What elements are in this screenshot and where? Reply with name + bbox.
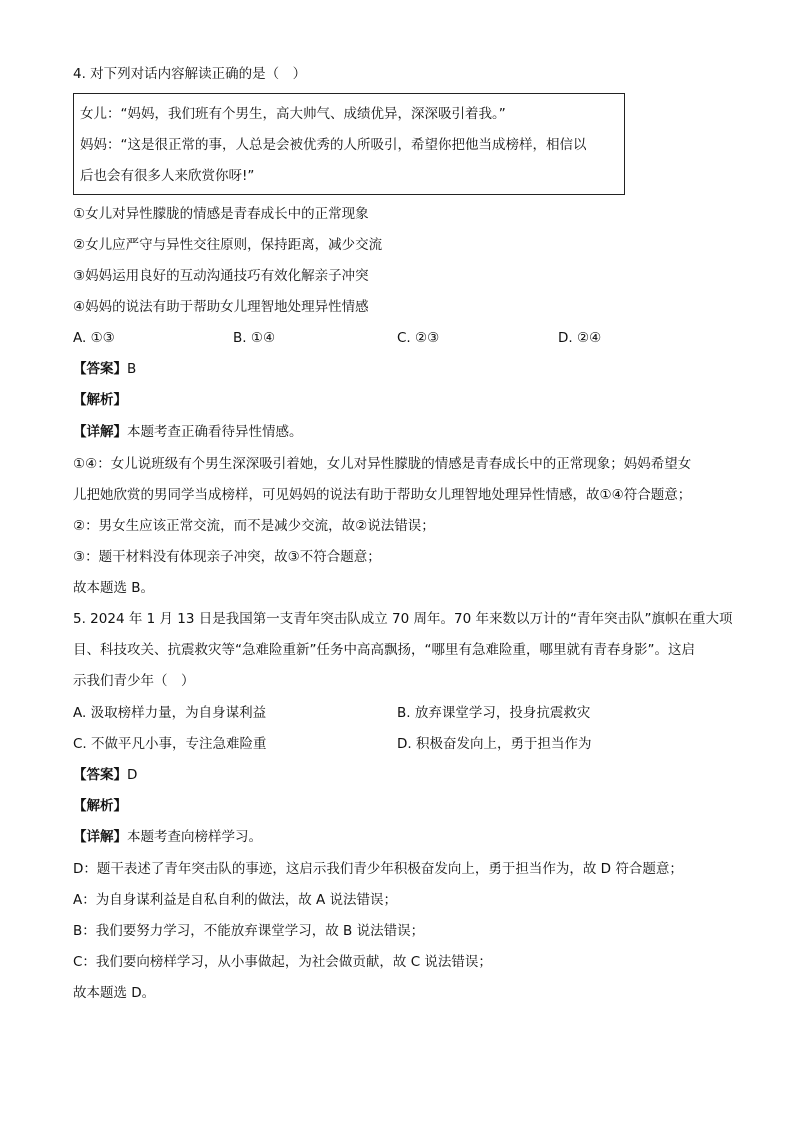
q4-option-c: C. ②③ (397, 330, 440, 346)
q4-dialog-line-2: 妈妈：“这是很正常的事，人总是会被优秀的人所吸引，希望你把他当成榜样，相信以 (80, 137, 587, 153)
q5-explanation-4: C：我们要向榜样学习，从小事做起，为社会做贡献，故 C 说法错误； (73, 954, 492, 970)
q4-statement-2: ②女儿应严守与异性交往原则，保持距离，减少交流 (73, 237, 383, 253)
q4-statement-3: ③妈妈运用良好的互动沟通技巧有效化解亲子冲突 (73, 268, 369, 284)
q4-detail-tag: 【详解】 (73, 424, 127, 440)
q4-detail-intro: 本题考查正确看待异性情感。 (127, 424, 303, 440)
q4-explanation-2: 儿把她欣赏的男同学当成榜样，可见妈妈的说法有助于帮助女儿理智地处理异性情感，故①④符合题意； (73, 487, 692, 503)
q5-option-d: D. 积极奋发向上，勇于担当作为 (397, 736, 592, 752)
q4-dialog-line-1: 女儿：“妈妈，我们班有个男生，高大帅气、成绩优异，深深吸引着我。” (80, 106, 506, 122)
q5-stem-line-1: 5. 2024 年 1 月 13 日是我国第一支青年突击队成立 70 周年。70 年来数以万计的“青年突击队”旗帜在重大项 (73, 611, 733, 627)
q5-explanation-3: B：我们要努力学习，不能放弃课堂学习，故 B 说法错误； (73, 923, 425, 939)
q4-answer (73, 360, 136, 378)
q4-explanation-5: 故本题选 B。 (73, 580, 155, 596)
q4-option-b: B. ①④ (233, 330, 276, 346)
q4-option-a: A. ①③ (73, 330, 115, 346)
q5-explanation-2: A：为自身谋利益是自私自利的做法，故 A 说法错误； (73, 892, 398, 908)
q5-option-c: C. 不做平凡小事，专注急难险重 (73, 736, 267, 752)
q4-statement-4: ④妈妈的说法有助于帮助女儿理智地处理异性情感 (73, 299, 369, 315)
q4-detail (73, 423, 303, 441)
q5-option-b: B. 放弃课堂学习，投身抗震救灾 (397, 705, 591, 721)
q5-answer (73, 766, 137, 784)
q5-option-a: A. 汲取榜样力量，为自身谋利益 (73, 705, 267, 721)
q4-explanation-4: ③：题干材料没有体现亲子冲突，故③不符合题意； (73, 549, 381, 565)
q5-detail-tag: 【详解】 (73, 829, 127, 845)
q4-analysis-tag: 【解析】 (73, 392, 127, 408)
q4-answer-tag: 【答案】 (73, 361, 127, 377)
q5-detail (73, 828, 262, 846)
q5-detail-intro: 本题考查向榜样学习。 (127, 829, 262, 845)
q5-stem-line-2: 目、科技攻关、抗震救灾等“急难险重新”任务中高高飘扬，“哪里有急难险重，哪里就有青春身影”。这启 (73, 642, 695, 658)
q4-option-d: D. ②④ (558, 330, 602, 346)
q5-analysis-tag: 【解析】 (73, 798, 127, 814)
q5-answer-tag: 【答案】 (73, 767, 127, 783)
q5-stem-line-3: 示我们青少年（ ） (73, 673, 195, 689)
q5-explanation-1: D：题干表述了青年突击队的事迹，这启示我们青少年积极奋发向上，勇于担当作为，故 D 符合题意； (73, 861, 683, 877)
q4-statement-1: ①女儿对异性朦胧的情感是青春成长中的正常现象 (73, 206, 369, 222)
q5-explanation-5: 故本题选 D。 (73, 985, 156, 1001)
q4-dialog-line-3: 后也会有很多人来欣赏你呀!” (80, 168, 255, 184)
q4-answer-value: B (127, 361, 137, 377)
q4-stem: 4. 对下列对话内容解读正确的是（ ） (73, 66, 307, 82)
q4-explanation-3: ②：男女生应该正常交流，而不是减少交流，故②说法错误； (73, 518, 435, 534)
q5-answer-value: D (127, 767, 138, 783)
q4-explanation-1: ①④：女儿说班级有个男生深深吸引着她，女儿对异性朦胧的情感是青春成长中的正常现象；妈妈希望女 (73, 456, 692, 472)
